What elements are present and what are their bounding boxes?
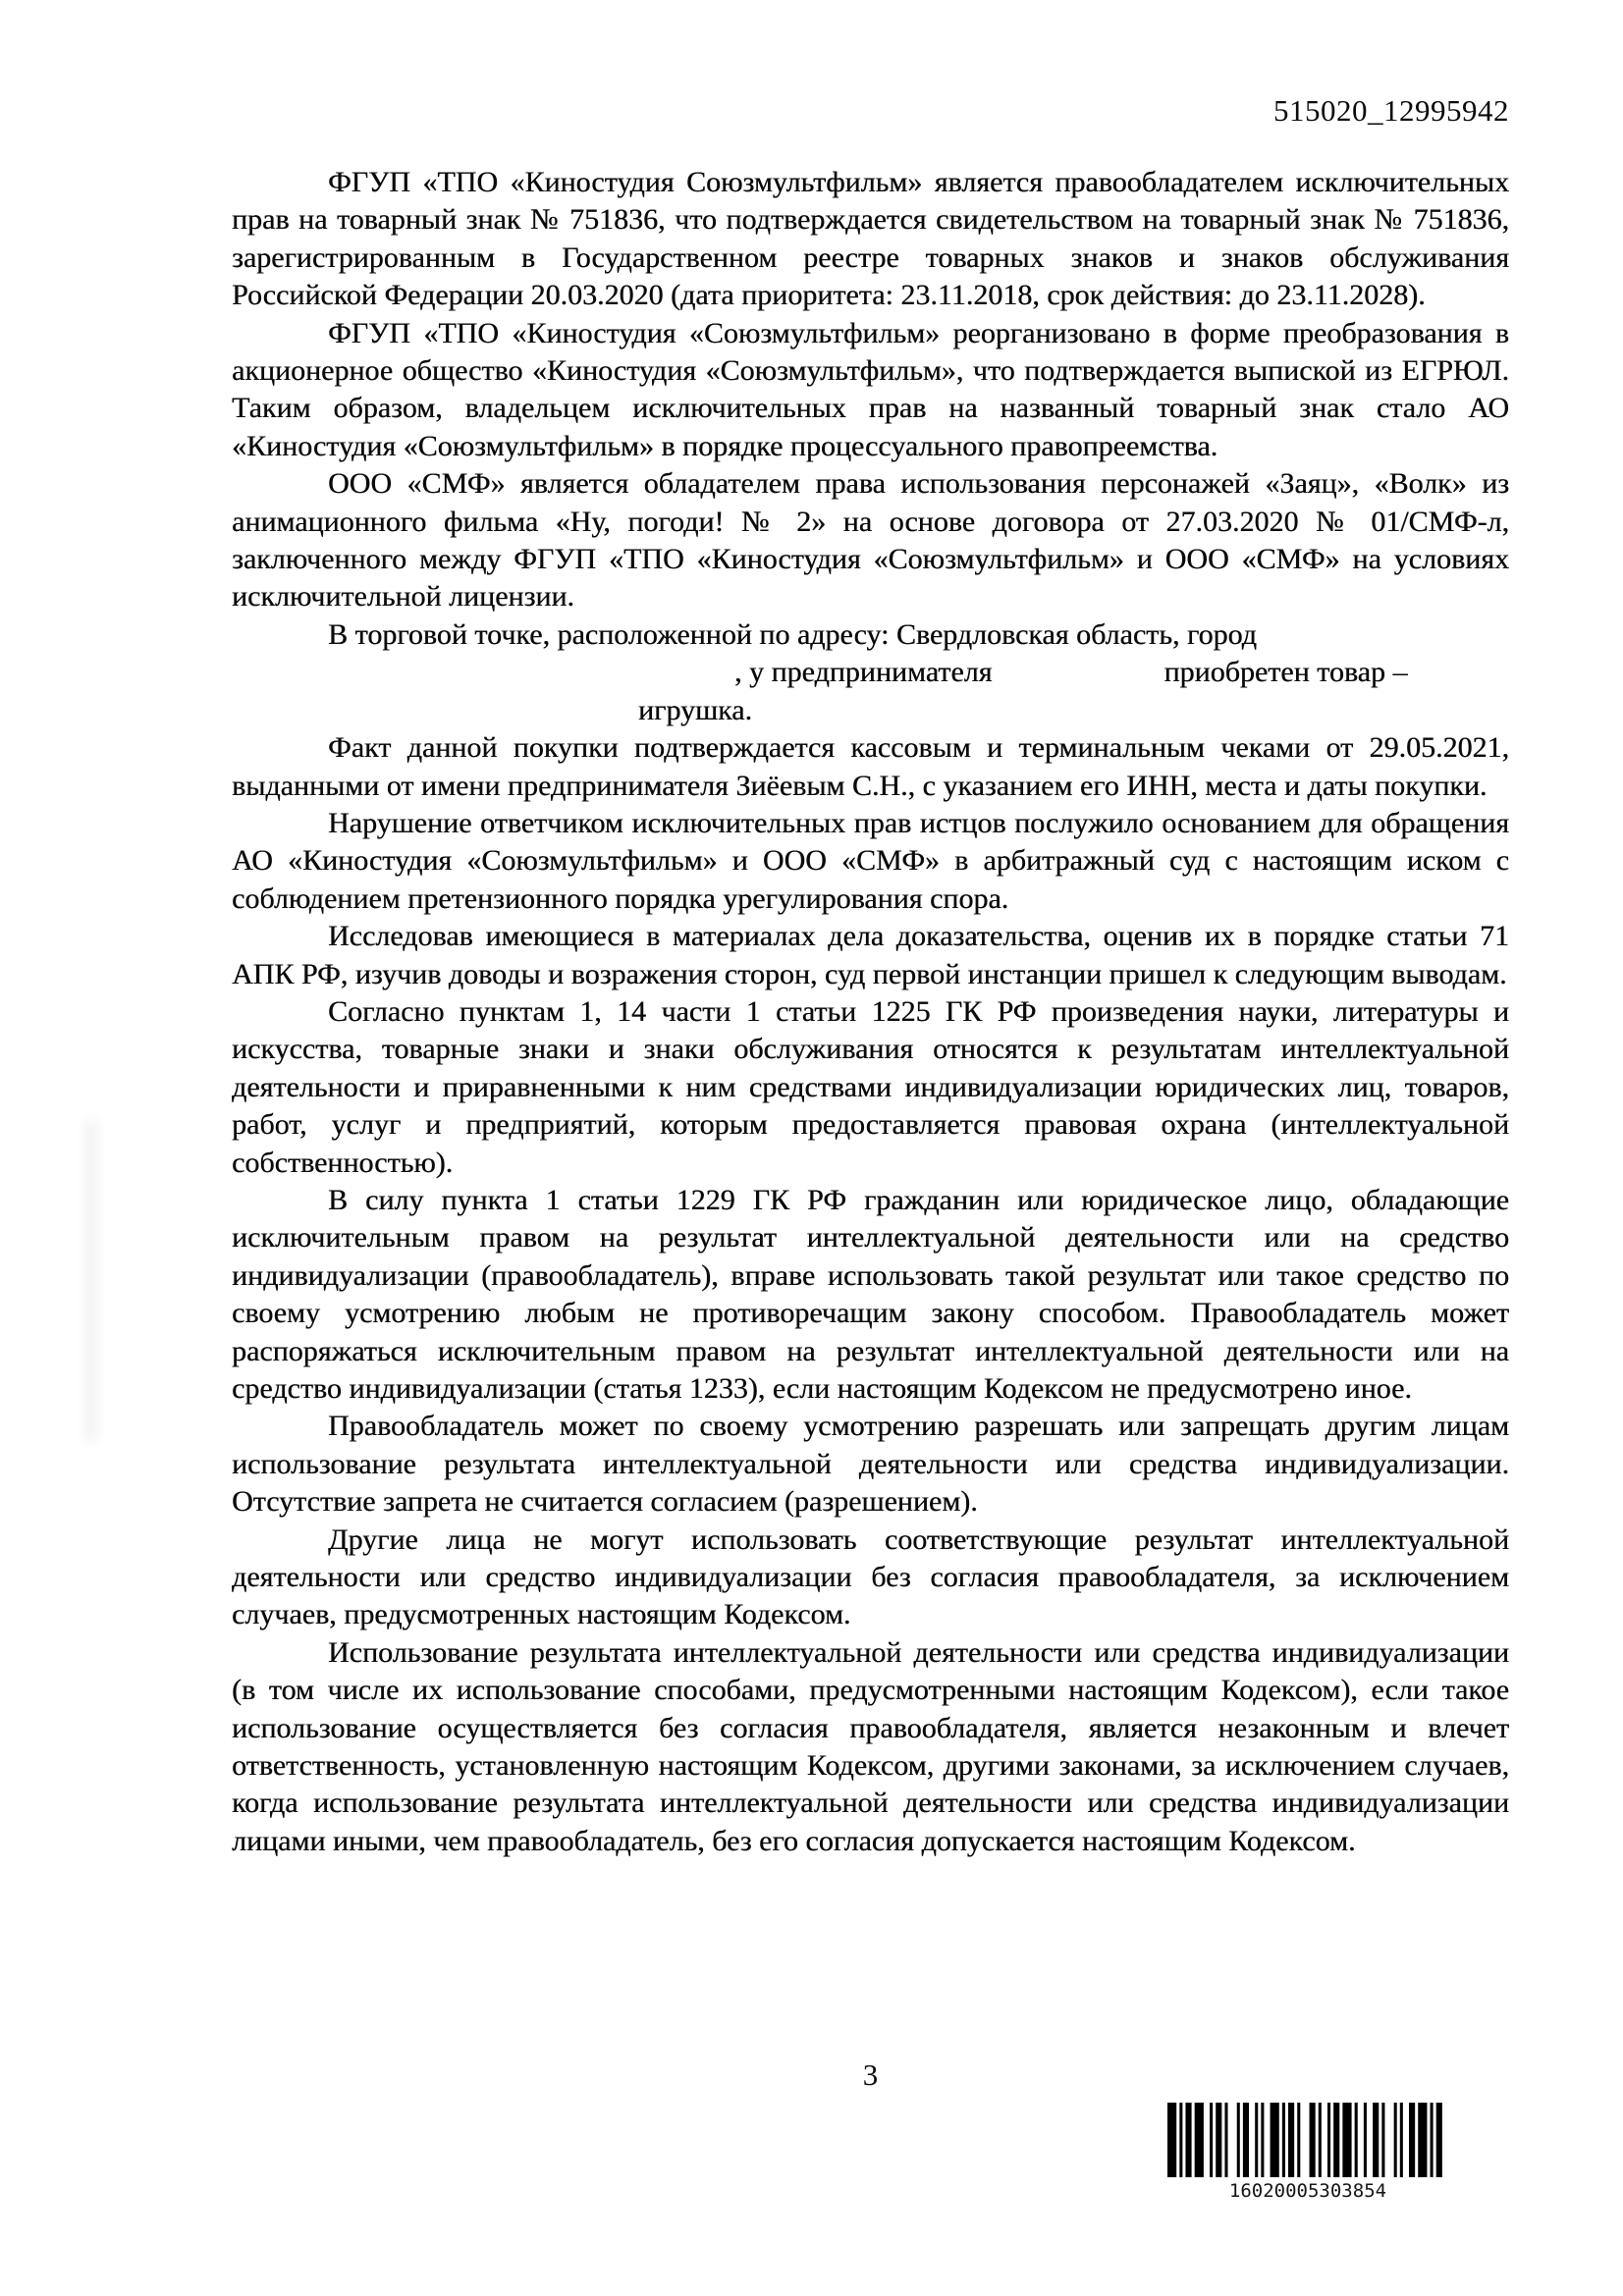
scan-artifact xyxy=(84,1119,98,1443)
paragraph-1: ФГУП «ТПО «Киностудия Союзмультфильм» является правообладателем исключительных прав на товарный знак № 751836, что подтверждается свидетельством на товарный знак № 751836, зарегистрированным в Государственном реестре товарных знаков и знаков обслуживания Российской Федерации 20.03.2020 (дата приоритета: 23.11.2018, срок действия: до 23.11.2028). xyxy=(232,166,1509,312)
text-segment: , у предпринимателя xyxy=(734,656,993,689)
paragraph-10: Правообладатель может по своему усмотрению разрешать или запрещать другим лицам использование результата интеллектуальной деятельности или средства индивидуализации. Отсутствие запрета не считается согласием (разрешением). xyxy=(232,1410,1509,1519)
paragraph-redacted xyxy=(232,616,1509,729)
paragraph-9: В силу пункта 1 статьи 1229 ГК РФ гражданин или юридическое лицо, обладающие исключительным правом на результат интеллектуальной деятельности или на средство индивидуализации (правообладатель), вправе использовать такой результат или такое средство по своему усмотрению любым не противоречащим закону способом. Правообладатель может распоряжаться исключительным правом на результат интеллектуальной деятельности или на средство индивидуализации (статья 1233), если настоящим Кодексом не предусмотрено иное. xyxy=(232,1183,1509,1405)
page-number: 3 xyxy=(862,2057,879,2092)
paragraph-3: ООО «СМФ» является обладателем права использования персонажей «Заяц», «Волк» из анимационного фильма «Ну, погоди! № 2» на основе договора от 27.03.2020 № 01/СМФ-л, заключенного между ФГУП «ТПО «Киностудия «Союзмультфильм» и ООО «СМФ» на условиях исключительной лицензии. xyxy=(232,467,1509,614)
paragraph-5: Факт данной покупки подтверждается кассовым и терминальным чеками от 29.05.2021, выданными от имени предпринимателя Зиёевым С.Н., с указанием его ИНН, места и даты покупки. xyxy=(232,731,1509,802)
paragraph-2: ФГУП «ТПО «Киностудия «Союзмультфильм» реорганизовано в форме преобразования в акционерное общество «Киностудия «Союзмультфильм», что подтверждается выпиской из ЕГРЮЛ. Таким образом, владельцем исключительных прав на названный товарный знак стало АО «Киностудия «Союзмультфильм» в порядке процессуального правопреемства. xyxy=(232,316,1509,462)
paragraph-8: Согласно пунктам 1, 14 части 1 статьи 1225 ГК РФ произведения науки, литературы и искусства, товарные знаки и знаки обслуживания относятся к результатам интеллектуальной деятельности и приравненными к ним средствами индивидуализации юридических лиц, товаров, работ, услуг и предприятий, которым предоставляется правовая охрана (интеллектуальной собственностью). xyxy=(232,994,1509,1179)
paragraph-6: Нарушение ответчиком исключительных прав истцов послужило основанием для обращения АО «Киностудия «Союзмультфильм» и ООО «СМФ» в арбитражный суд с настоящим иском с соблюдением претензионного порядка урегулирования спора. xyxy=(232,806,1509,915)
text-segment: приобретен товар – игрушка. xyxy=(638,656,1408,726)
paragraph-11: Другие лица не могут использовать соответствующие результат интеллектуальной деятельности или средство индивидуализации без согласия правообладателя, за исключением случаев, предусмотренных настоящим Кодексом. xyxy=(232,1522,1509,1631)
paragraph-12: Использование результата интеллектуальной деятельности или средства индивидуализации (в том числе их использование способами, предусмотренными настоящим Кодексом), если такое использование осуществляется без согласия правообладателя, является незаконным и влечет ответственность, установленную настоящим Кодексом, другими законами, за исключением случаев, когда использование результата интеллектуальной деятельности или средства индивидуализации лицами иными, чем правообладатель, без его согласия допускается настоящим Кодексом. xyxy=(232,1635,1509,1857)
document-header-code: 515020_12995942 xyxy=(1273,93,1509,128)
barcode xyxy=(1167,2103,1448,2202)
barcode-bars-icon xyxy=(1167,2103,1448,2177)
paragraph-7: Исследовав имеющиеся в материалах дела доказательства, оценив их в порядке статьи 71 АПК РФ, изучив доводы и возражения сторон, суд первой инстанции пришел к следующим выводам. xyxy=(232,920,1509,990)
redacted-line-2 xyxy=(232,654,1509,729)
document-body xyxy=(232,164,1509,1860)
barcode-number: 16020005303854 xyxy=(1228,2180,1387,2202)
redacted-line-1: В торговой точке, расположенной по адресу: Свердловская область, город xyxy=(328,617,1257,651)
